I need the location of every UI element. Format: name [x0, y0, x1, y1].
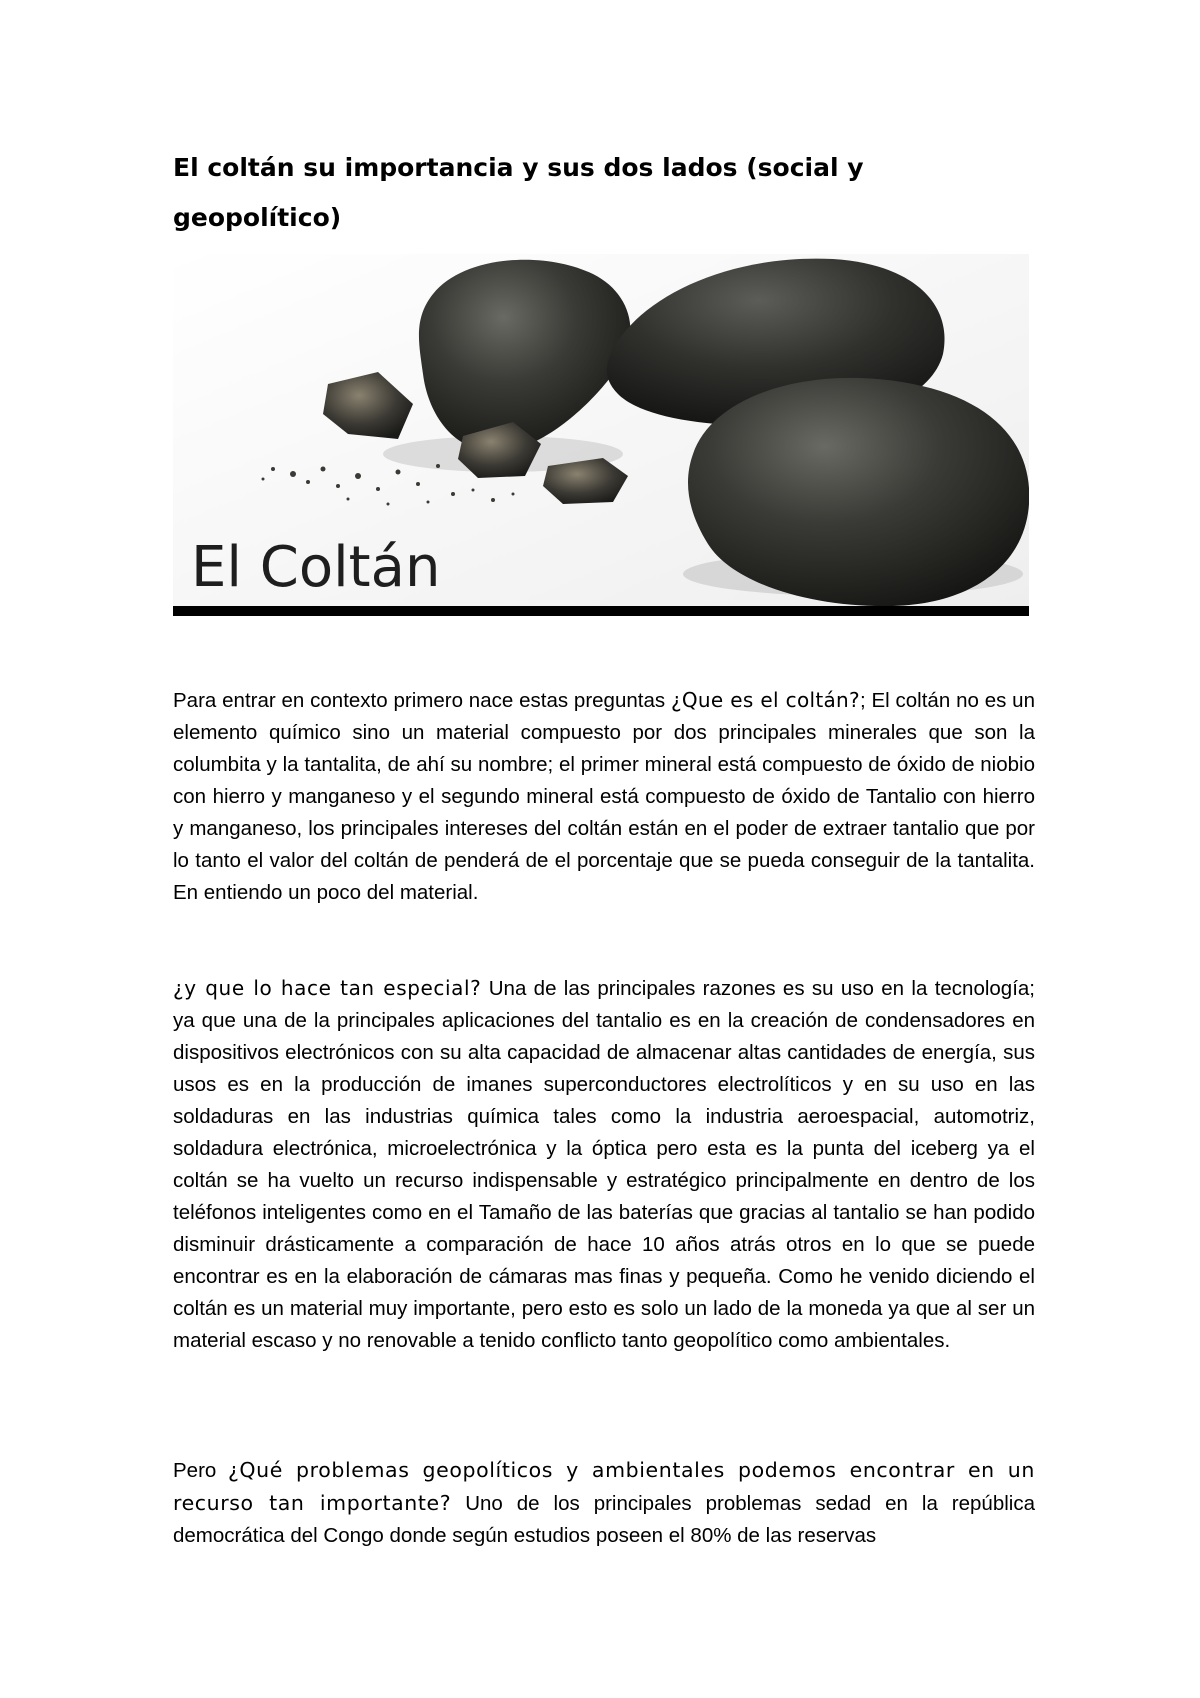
paragraph-3-body: Uno de los principales problemas sedad en la república democrática del Congo donde según estudios poseen el 80% de las reservas: [173, 1492, 1035, 1547]
figure-bottom-rule: [173, 606, 1029, 616]
paragraph-3: [173, 1454, 1035, 1552]
figure-caption-text: El Coltán: [191, 535, 441, 600]
paragraph-1-body: ; El coltán no es un elemento químico sino un material compuesto por dos principales minerales que son la columbita y la tantalita, de ahí su nombre; el primer mineral está compuesto de óxido de niobio con hierro y manganeso y el segundo mineral está compuesto de óxido de Tantalio con hierro y manganeso, los principales intereses del coltán están en el poder de extraer tantalio que por lo tanto el valor del coltán de penderá de el porcentaje que se pueda conseguir de la tantalita. En entiendo un poco del material.: [173, 689, 1035, 904]
paragraph-2-question: ¿y que lo hace tan especial?: [173, 976, 482, 1000]
paragraph-1: [173, 684, 1035, 909]
document-title: El coltán su importancia y sus dos lados (social y geopolítico): [173, 153, 864, 232]
paragraph-1-question: ¿Que es el coltán?: [670, 688, 860, 712]
paragraph-2: [173, 972, 1035, 1357]
coltan-photo: [173, 254, 1029, 616]
paragraph-3-question: ¿Qué problemas geopolíticos y ambientales podemos encontrar en un recurso tan importante?: [173, 1458, 1035, 1515]
paragraph-2-body: Una de las principales razones es su uso en la tecnología; ya que una de la principales aplicaciones del tantalio es en la creación de condensadores en dispositivos electrónicos con su alta capacidad de almacenar altas cantidades de energía, sus usos es en la producción de imanes superconductores electrolíticos y en su uso en las soldaduras en las industrias química tales como la industria aeroespacial, automotriz, soldadura electrónica, microelectrónica y la óptica pero esta es la punta del iceberg ya el coltán se ha vuelto un recurso indispensable y estratégico principalmente en dentro de los teléfonos inteligentes como en el Tamaño de las baterías que gracias al tantalio se han podido disminuir drásticamente a comparación de hace 10 años atrás otros en lo que se puede encontrar es en la elaboración de cámaras mas finas y pequeña. Como he venido diciendo el coltán es un material muy importante, pero esto es solo un lado de la moneda ya que al ser un material escaso y no renovable a tenido conflicto tanto geopolítico como ambientales.: [173, 977, 1036, 1352]
paragraph-1-lead: Para entrar en contexto primero nace estas preguntas: [173, 689, 671, 712]
coltan-stone-3: [688, 378, 1029, 606]
paragraph-3-lead: Pero: [173, 1459, 228, 1482]
